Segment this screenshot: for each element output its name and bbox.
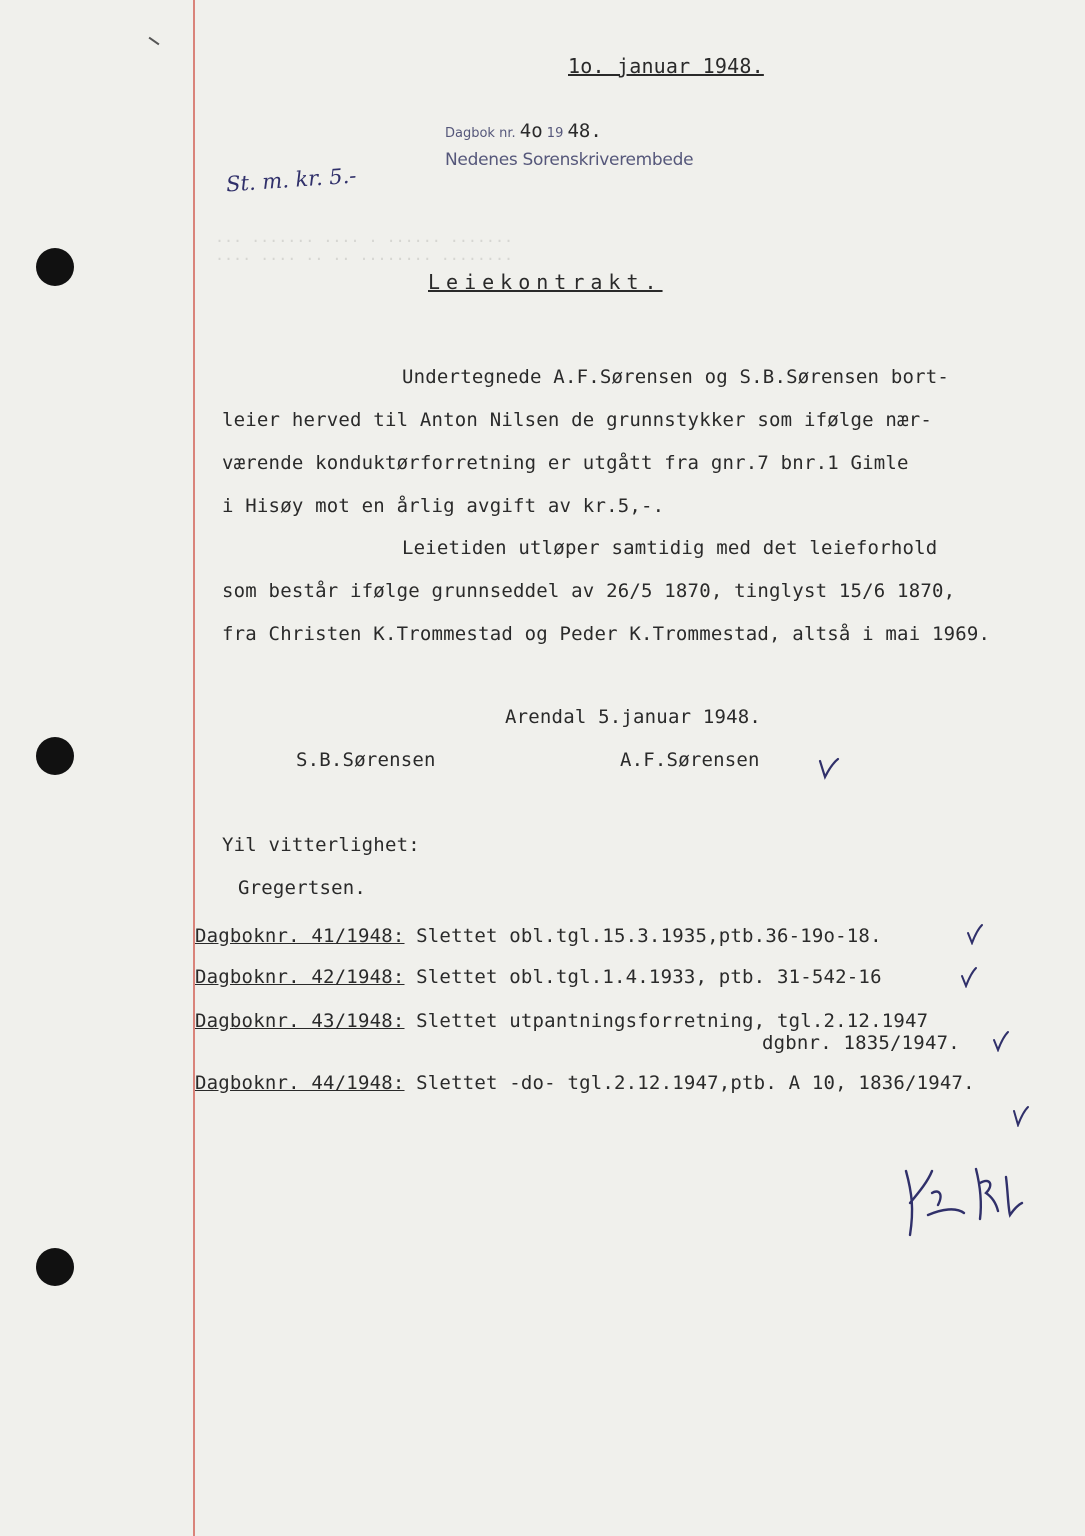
register-entry-label: Dagboknr. 42/1948: (195, 966, 405, 988)
paragraph2-line1: Leietiden utløper samtidig med det leieforhold (402, 537, 938, 559)
office-stamp: Nedenes Sorenskriverembede (445, 150, 694, 170)
witness-label: Yil vitterlighet: (222, 834, 420, 856)
signature-af-sorensen: A.F.Sørensen (620, 749, 760, 771)
dagbok-stamp-prefix: Dagbok nr. (445, 126, 516, 141)
paragraph1-line4: i Hisøy mot en årlig avgift av kr.5,-. (222, 495, 665, 517)
place-date: Arendal 5.januar 1948. (505, 706, 762, 728)
signature-sb-sorensen: S.B.Sørensen (296, 749, 436, 771)
paragraph1-line3: værende konduktørforretning er utgått fra gnr.7 bnr.1 Gimle (222, 452, 909, 474)
register-entry-label: Dagboknr. 43/1948: (195, 1010, 405, 1032)
margin-line (193, 0, 195, 1536)
witness-name: Gregertsen. (238, 877, 367, 899)
dagbok-stamp (445, 120, 602, 142)
register-entry-44 (195, 1072, 975, 1094)
check-mark-icon (1012, 1105, 1030, 1127)
register-entry-text: Slettet -do- tgl.2.12.1947,ptb. A 10, 1836/1947. (416, 1072, 975, 1094)
register-entry-label: Dagboknr. 44/1948: (195, 1072, 405, 1094)
paragraph2-line3: fra Christen K.Trommestad og Peder K.Trommestad, altså i mai 1969. (222, 623, 991, 645)
register-entry-42 (195, 966, 882, 988)
dagbok-stamp-century: 19 (546, 126, 564, 141)
bleed-through-text: ··· ······· ···· · ······ ······· (215, 232, 514, 250)
paragraph2-line2: som består ifølge grunnseddel av 26/5 1870, tinglyst 15/6 1870, (222, 580, 956, 602)
register-entry-text: Slettet utpantningsforretning, tgl.2.12.1947 (416, 1010, 929, 1032)
register-entry-text: Slettet obl.tgl.15.3.1935,ptb.36-19o-18. (416, 925, 882, 947)
register-entry-43 (195, 1010, 928, 1032)
paragraph1-line1: Undertegnede A.F.Sørensen og S.B.Sørensen bort- (402, 366, 950, 388)
register-entry-label: Dagboknr. 41/1948: (195, 925, 405, 947)
check-mark-icon (966, 923, 984, 945)
register-entry-41 (195, 925, 882, 947)
dagbok-stamp-year: 48. (567, 120, 602, 142)
register-entry-text: Slettet obl.tgl.1.4.1933, ptb. 31-542-16 (416, 966, 882, 988)
handwritten-fee-note: St. m. kr. 5.- (225, 163, 358, 197)
check-mark-icon (960, 966, 978, 988)
check-mark-icon (992, 1030, 1010, 1052)
punch-hole-middle (36, 737, 74, 775)
corner-mark (149, 37, 160, 46)
paragraph1-line2: leier herved til Anton Nilsen de grunnstykker som ifølge nær- (222, 409, 932, 431)
document-title: Leiekontrakt. (428, 270, 663, 294)
handwritten-initials-signature (898, 1163, 1028, 1243)
register-entry-43-continuation: dgbnr. 1835/1947. (762, 1032, 960, 1054)
punch-hole-bottom (36, 1248, 74, 1286)
bleed-through-text: ···· ···· ·· ·· ········ ········ (215, 250, 514, 268)
document-date: 1o. januar 1948. (568, 54, 764, 78)
dagbok-stamp-number: 4o (519, 120, 543, 142)
punch-hole-top (36, 248, 74, 286)
check-mark-icon (818, 757, 840, 781)
